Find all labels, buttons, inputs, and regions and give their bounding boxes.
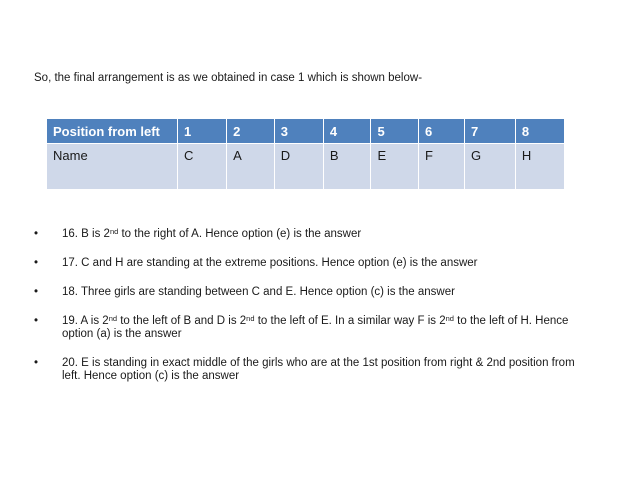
answer-text: 18. Three girls are standing between C and E. Hence option (c) is the answer — [62, 286, 455, 298]
table-row — [47, 144, 565, 190]
list-item — [34, 286, 594, 299]
bullet-icon: • — [34, 228, 39, 240]
position-cell: 6 — [419, 119, 465, 144]
list-item — [34, 315, 594, 341]
name-cell: C — [178, 144, 227, 190]
position-cell: 4 — [323, 119, 371, 144]
name-cell: F — [419, 144, 465, 190]
row-label-cell: Name — [47, 144, 178, 190]
bullet-icon: • — [34, 257, 39, 269]
position-cell: 2 — [227, 119, 275, 144]
name-cell: D — [274, 144, 323, 190]
list-item — [34, 257, 594, 270]
position-cell: 5 — [371, 119, 419, 144]
list-item — [34, 357, 594, 383]
intro-text: So, the final arrangement is as we obtained in case 1 which is shown below- — [34, 72, 423, 84]
bullet-icon: • — [34, 315, 39, 327]
name-cell: G — [465, 144, 516, 190]
bullet-icon: • — [34, 357, 39, 369]
table-header-row — [47, 119, 565, 144]
position-cell: 1 — [178, 119, 227, 144]
name-cell: H — [515, 144, 564, 190]
position-cell: 7 — [465, 119, 516, 144]
answer-text: 16. B is 2nd to the right of A. Hence option (e) is the answer — [62, 227, 362, 240]
name-cell: A — [227, 144, 275, 190]
answer-text: 19. A is 2nd to the left of B and D is 2nd to the left of E. In a similar way F is 2nd to the left of H. Hence option (a) is the answer — [62, 314, 569, 340]
answers-list — [34, 228, 594, 399]
name-cell: E — [371, 144, 419, 190]
position-cell: 8 — [515, 119, 564, 144]
arrangement-table — [46, 118, 565, 190]
bullet-icon: • — [34, 286, 39, 298]
header-label-cell: Position from left — [47, 119, 178, 144]
name-cell: B — [323, 144, 371, 190]
position-cell: 3 — [274, 119, 323, 144]
answer-text: 17. C and H are standing at the extreme positions. Hence option (e) is the answer — [62, 257, 478, 269]
answer-text: 20. E is standing in exact middle of the girls who are at the 1st position from right & 2nd position from left. Hence option (c) is the answer — [62, 357, 575, 382]
list-item — [34, 228, 594, 241]
